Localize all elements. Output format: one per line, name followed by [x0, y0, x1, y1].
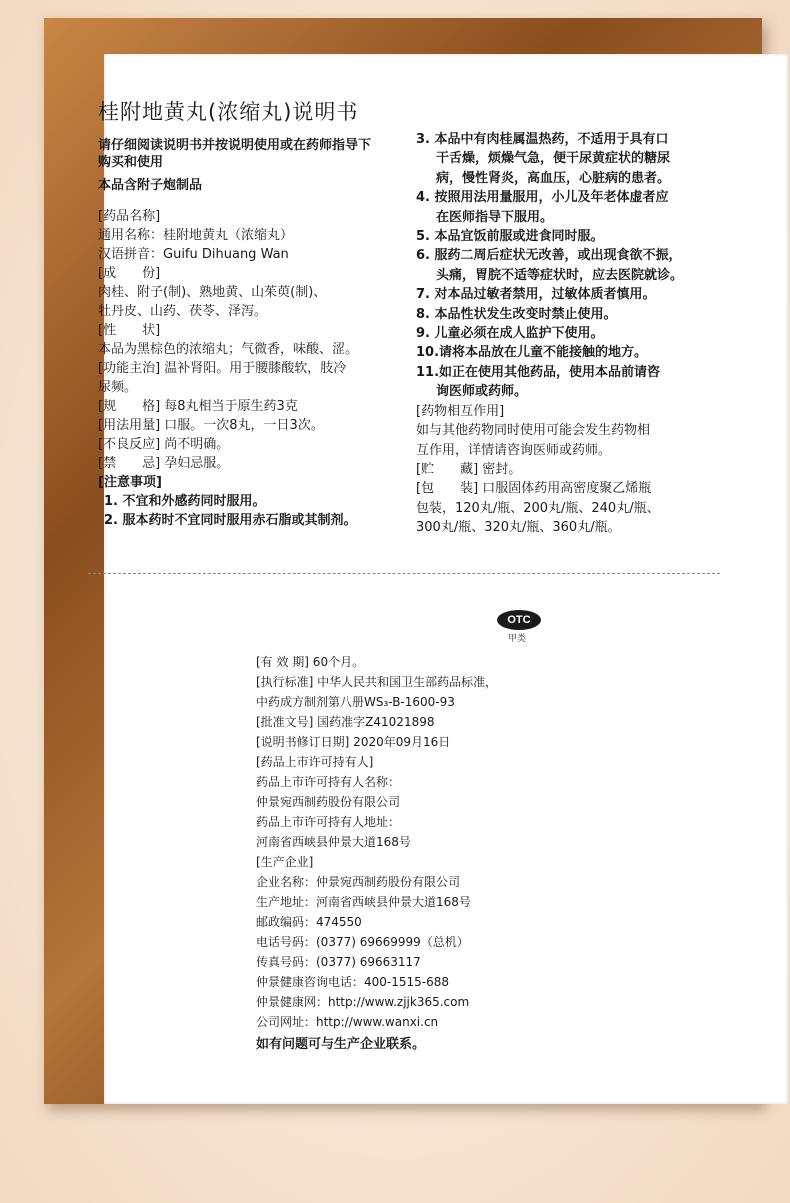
info-line: 肉桂、附子(制)、熟地黄、山茱萸(制)、: [98, 285, 327, 300]
info-line: 仲景宛西制药股份有限公司: [256, 795, 401, 809]
contains-note: 本品含附子炮制品: [98, 178, 203, 193]
info-line: [功能主治] 温补肾阳。用于腰膝酸软，肢冷: [98, 361, 347, 376]
precaution-item: 9. 儿童必须在成人监护下使用。: [416, 326, 604, 342]
otc-badge: OTC: [497, 610, 541, 630]
info-line: [成 份]: [98, 266, 161, 281]
interaction-text: 如与其他药物同时使用可能会发生药物相: [416, 423, 651, 439]
info-line: [执行标准] 中华人民共和国卫生部药品标准，: [256, 675, 498, 689]
precaution-item: 5. 本品宜饭前服或进食同时服。: [416, 229, 604, 245]
precaution-item: 11.如正在使用其他药品，使用本品前请咨: [416, 364, 661, 380]
precaution-item: 8. 本品性状发生改变时禁止使用。: [416, 306, 617, 322]
read-warning: [98, 137, 371, 171]
info-line: 仲景健康网：http://www.zjjk365.com: [256, 995, 470, 1009]
precaution-item-cont: 头痛，胃脘不适等症状时，应去医院就诊。: [436, 267, 684, 283]
read-warning-line: 请仔细阅读说明书并按说明使用或在药师指导下: [98, 138, 372, 153]
info-line: 牡丹皮、山药、茯苓、泽泻。: [98, 304, 268, 319]
contact-note: 如有问题可与生产企业联系。: [256, 1037, 426, 1052]
info-line: [药品名称]: [98, 209, 161, 224]
info-line: [说明书修订日期] 2020年09月16日: [256, 735, 451, 749]
info-line: 药品上市许可持有人名称：: [256, 775, 401, 789]
info-line: 电话号码：(0377) 69669999（总机）: [256, 935, 469, 949]
packaging-line: 包装，120丸/瓶、200丸/瓶、240丸/瓶、: [416, 500, 660, 516]
info-line: [有 效 期] 60个月。: [256, 655, 365, 669]
info-line: [性 状]: [98, 323, 161, 338]
precaution-item-cont: 询医师或药师。: [436, 384, 528, 400]
interaction-text: 互作用，详情请咨询医师或药师。: [416, 442, 612, 458]
info-line: 仲景健康咨询电话：400-1515-688: [256, 975, 450, 989]
precaution-item: 6. 服药二周后症状无改善，或出现食欲不振，: [416, 248, 682, 264]
precaution-item: 2. 服本药时不宜同时服用赤石脂或其制剂。: [104, 513, 357, 528]
precaution-item-cont: 病，慢性肾炎，高血压，心脏病的患者。: [436, 170, 671, 186]
tear-divider: [88, 573, 720, 574]
info-line: 尿频。: [98, 380, 138, 395]
info-line: 邮政编码：474550: [256, 915, 362, 929]
packaging-line: 300丸/瓶、320丸/瓶、360丸/瓶。: [416, 520, 621, 536]
precaution-item: 3. 本品中有肉桂属温热药，不适用于具有口: [416, 132, 669, 147]
manufacturer-info: [256, 652, 497, 1055]
info-line: 河南省西峡县仲景大道168号: [256, 835, 411, 849]
info-line: [禁 忌] 孕妇忌服。: [98, 456, 230, 471]
info-line: [规 格] 每8丸相当于原生药3克: [98, 399, 298, 414]
info-line: [药品上市许可持有人]: [256, 755, 374, 769]
info-line: [批准文号] 国药准字Z41021898: [256, 715, 435, 729]
info-line: [不良反应] 尚不明确。: [98, 437, 230, 452]
precaution-item: 4. 按照用法用量服用，小儿及年老体虚者应: [416, 190, 669, 206]
document-title: 桂附地黄丸(浓缩丸)说明书: [98, 100, 359, 124]
info-line: [用法用量] 口服。一次8丸，一日3次。: [98, 418, 324, 433]
info-line: 企业名称：仲景宛西制药股份有限公司: [256, 875, 461, 889]
precautions-continued: [416, 130, 683, 538]
info-line: 药品上市许可持有人地址：: [256, 815, 401, 829]
storage-line: [贮 藏] 密封。: [416, 461, 522, 477]
interaction-header: [药物相互作用]: [416, 403, 505, 419]
info-line: 本品为黑棕色的浓缩丸；气微香，味酸、涩。: [98, 342, 359, 357]
info-line: [生产企业]: [256, 855, 314, 869]
info-line: 汉语拼音：Guifu Dihuang Wan: [98, 247, 289, 262]
info-line: 公司网址：http://www.wanxi.cn: [256, 1015, 439, 1029]
info-line: 通用名称：桂附地黄丸（浓缩丸）: [98, 228, 294, 243]
info-line: 传真号码：(0377) 69663117: [256, 955, 421, 969]
read-warning-line: 购买和使用: [98, 155, 164, 170]
info-line: 生产地址：河南省西峡县仲景大道168号: [256, 895, 471, 909]
precautions-header: [注意事项]: [98, 475, 162, 490]
precaution-item: 7. 对本品过敏者禁用，过敏体质者慎用。: [416, 287, 656, 303]
packaging-line: [包 装] 口服固体药用高密度聚乙烯瓶: [416, 481, 652, 497]
info-line: 中药成方制剂第八册WS₃-B-1600-93: [256, 695, 455, 709]
precaution-item-cont: 在医师指导下服用。: [436, 209, 554, 225]
precaution-item: 10.请将本品放在儿童不能接触的地方。: [416, 345, 648, 361]
otc-class: 甲类: [508, 634, 527, 644]
precaution-item-cont: 干舌燥，烦燥气急，便干尿黄症状的糖尿: [436, 151, 671, 167]
precaution-item: 1. 不宜和外感药同时服用。: [104, 494, 266, 509]
drug-info-block: [98, 207, 358, 530]
